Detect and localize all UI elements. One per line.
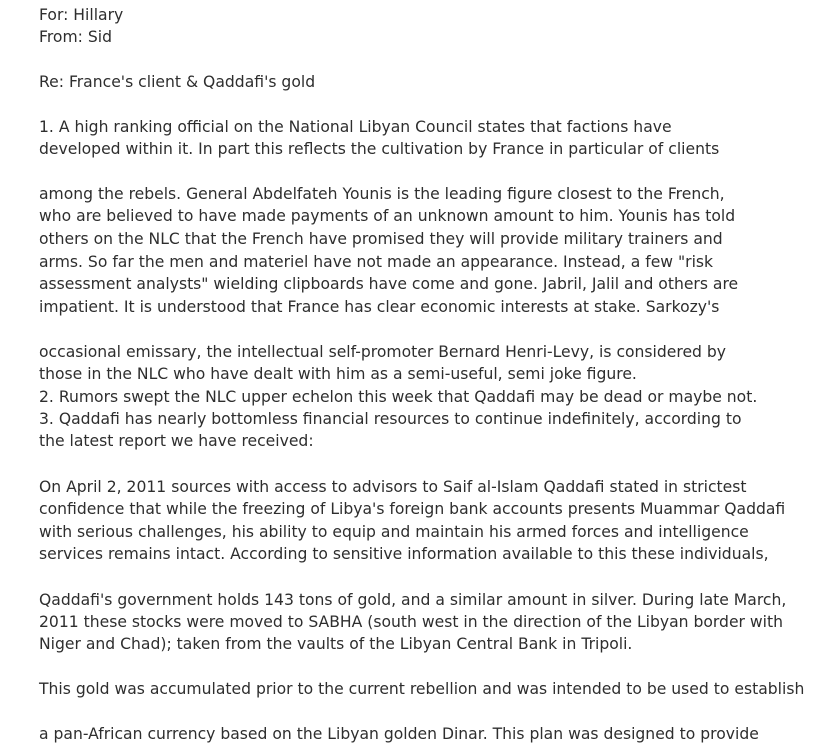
- body-text-line: 2011 these stocks were moved to SABHA (south west in the direction of the Libyan border with: [39, 613, 783, 631]
- body-text-line: impatient. It is understood that France has clear economic interests at stake. Sarkozy's: [39, 298, 720, 316]
- email-from-line: From: Sid: [39, 28, 112, 46]
- body-text-line: This gold was accumulated prior to the current rebellion and was intended to be used to establish: [39, 680, 805, 698]
- body-text-line: arms. So far the men and materiel have not made an appearance. Instead, a few "risk: [39, 253, 714, 271]
- body-text-line: confidence that while the freezing of Libya's foreign bank accounts presents Muammar Qaddafi: [39, 500, 786, 518]
- body-text-line: developed within it. In part this reflects the cultivation by France in particular of clients: [39, 140, 720, 158]
- body-text-line: 2. Rumors swept the NLC upper echelon this week that Qaddafi may be dead or maybe not.: [39, 388, 758, 406]
- body-text-line: among the rebels. General Abdelfateh Younis is the leading figure closest to the French,: [39, 185, 725, 203]
- body-text-line: the latest report we have received:: [39, 432, 314, 450]
- body-text-line: Niger and Chad); taken from the vaults of the Libyan Central Bank in Tripoli.: [39, 635, 633, 653]
- body-text-line: 3. Qaddafi has nearly bottomless financial resources to continue indefinitely, according to: [39, 410, 742, 428]
- body-text-line: assessment analysts" wielding clipboards have come and gone. Jabril, Jalil and others are: [39, 275, 739, 293]
- body-text-line: 1. A high ranking official on the National Libyan Council states that factions have: [39, 118, 672, 136]
- body-text-line: Qaddafi's government holds 143 tons of gold, and a similar amount in silver. During late March,: [39, 591, 787, 609]
- body-text-line: a pan-African currency based on the Libyan golden Dinar. This plan was designed to provide: [39, 725, 759, 743]
- body-text-line: those in the NLC who have dealt with him as a semi-useful, semi joke figure.: [39, 365, 637, 383]
- body-text-line: others on the NLC that the French have promised they will provide military trainers and: [39, 230, 723, 248]
- body-text-line: services remains intact. According to sensitive information available to this these individuals,: [39, 545, 769, 563]
- email-subject-line: Re: France's client & Qaddafi's gold: [39, 73, 316, 91]
- body-text-line: with serious challenges, his ability to equip and maintain his armed forces and intelligence: [39, 523, 749, 541]
- body-text-line: who are believed to have made payments of an unknown amount to him. Younis has told: [39, 207, 736, 225]
- body-text-line: On April 2, 2011 sources with access to advisors to Saif al-Islam Qaddafi stated in strictest: [39, 478, 747, 496]
- body-text-line: occasional emissary, the intellectual self-promoter Bernard Henri-Levy, is considered by: [39, 343, 727, 361]
- email-to-line: For: Hillary: [39, 6, 124, 24]
